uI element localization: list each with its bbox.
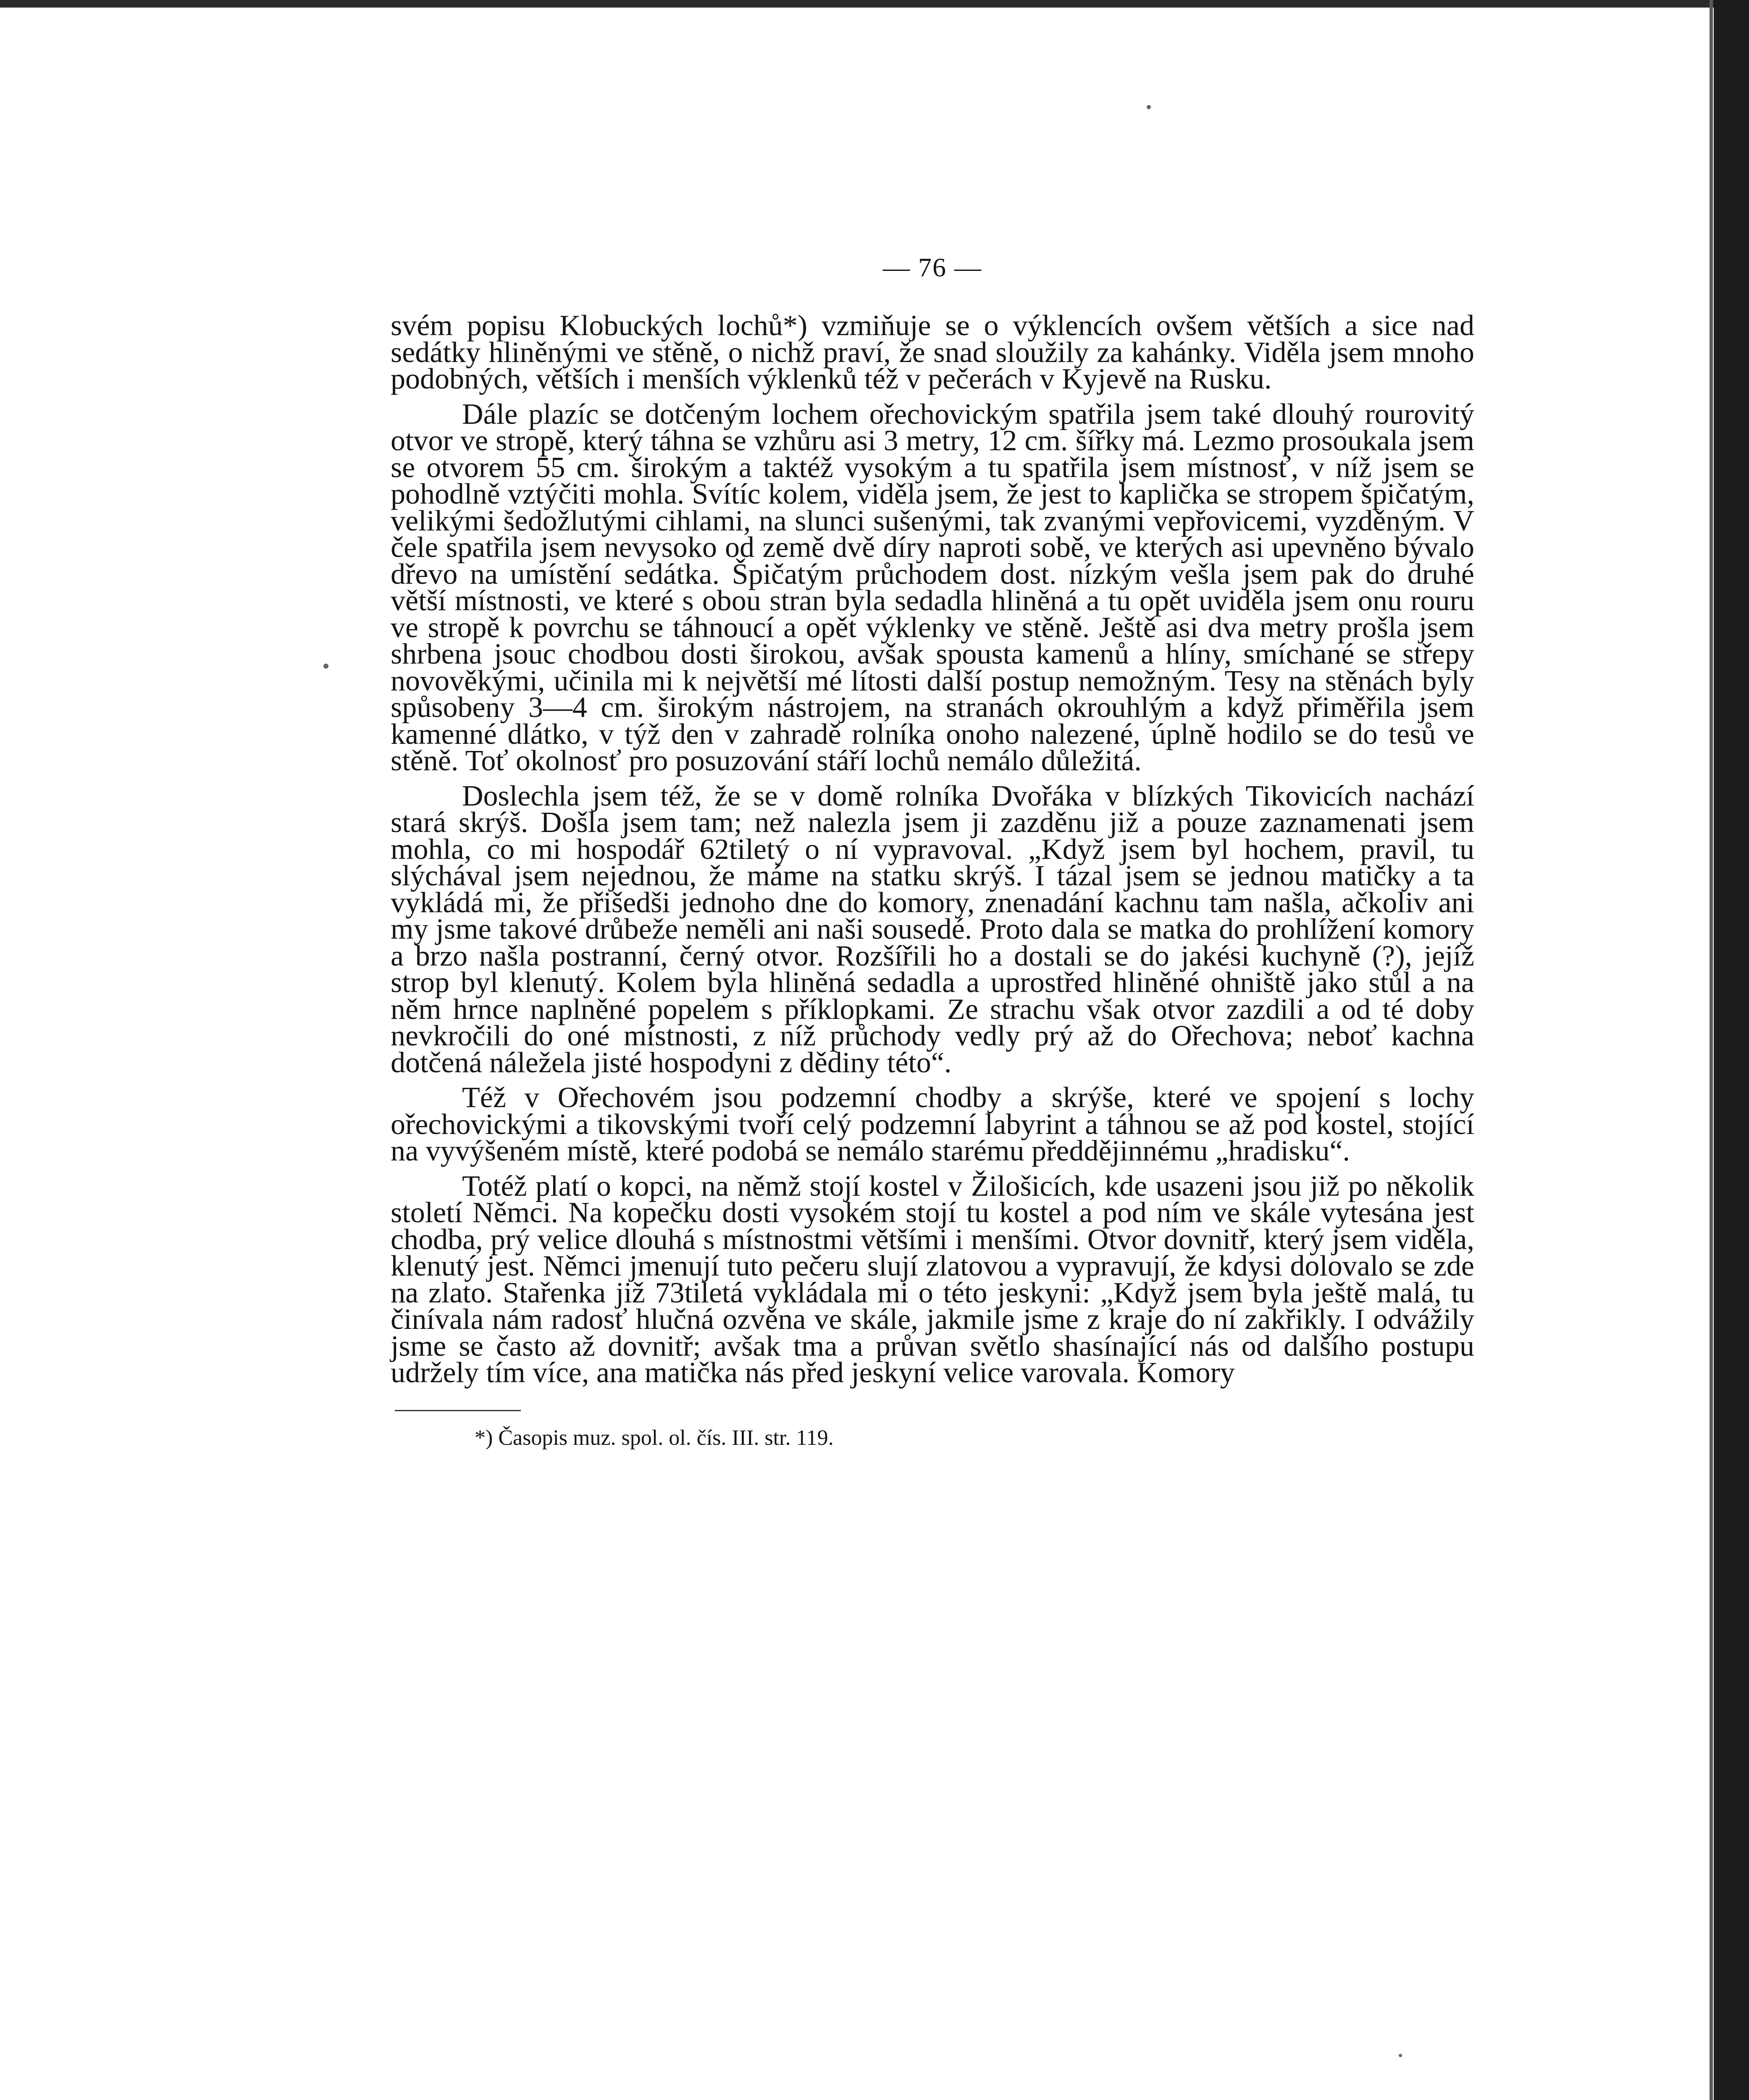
scan-speck [323,664,328,669]
scan-speck [1147,105,1151,109]
paragraph: Doslechla jsem též, že se v domě rolníka Dvořáka v blízkých Tikovicích nachází stará skrýš. Došla jsem tam; než nalezla jsem ji zazděnu již a pouze zaznamenati jsem mohla, co mi hospodář 62tiletý o ní vypravoval. „Když jsem byl hochem, pravil, tu slýchával jsem nejednou, že máme na statku skrýš. I tázal jsem se jednou matičky a ta vykládá mi, že přišedši jednoho dne do komory, znenadání kachnu tam našla, ačkoliv ani my jsme takové drůbeže neměli ani naši sousedé. Proto dala se matka do prohlížení komory a brzo našla postranní, černý otvor. Rozšířili ho a dostali se do jakési kuchyně (?), jejíž strop byl klenutý. Kolem byla hliněná sedadla a uprostřed hliněné ohniště jako stůl a na něm hrnce naplněné popelem s příklopkami. Ze strachu však otvor zazdili a od té doby nevkročili do oné místnosti, z níž průchody vedly prý až do Ořechova; neboť kachna dotčená náležela jisté hospodyni z dědiny této“. [391,780,1474,1079]
scan-edge-right-inner [1710,0,1713,2100]
body-text [391,310,1474,1389]
page-number: — 76 — [883,252,982,282]
scan-edge-top [0,0,1749,8]
footnote-divider [395,1410,521,1411]
paragraph: Dále plazíc se dotčeným lochem ořechovickým spatřila jsem také dlouhý rourovitý otvor ve stropě, který táhna se vzhůru asi 3 metry, 12 cm. šířky má. Lezmo prosoukala jsem se otvorem 55 cm. širokým a taktéž vysokým a tu spatřila jsem místnosť, v níž jsem se pohodlně vztýčiti mohla. Svítíc kolem, viděla jsem, že jest to kaplička se stropem špičatým, velikými šedožlutými cihlami, na slunci sušenými, tak zvanými vepřovicemi, vyzděným. V čele spatřila jsem nevysoko od země dvě díry naproti sobě, ve kterých asi upevněno bývalo dřevo na umístění sedátka. Špičatým průchodem dost. nízkým vešla jsem pak do druhé větší místnosti, ve které s obou stran byla sedadla hliněná a tu opět uviděla jsem onu rouru ve stropě k povrchu se táhnoucí a opět výklenky ve stěně. Ještě asi dva metry prošla jsem shrbena jsouc chodbou dosti širokou, avšak spousta kamenů a hlíny, smíchané se střepy novověkými, učinila mi k největší mé lítosti další postup nemožným. Tesy na stěnách byly spůsobeny 3—4 cm. širokým nástrojem, na stranách okrouhlým a když přiměřila jsem kamenné dlátko, v týž den v zahradě rolníka onoho nalezené, úplně hodilo se do tesů ve stěně. Toť okolnosť pro posuzování stáří lochů nemálo důležitá. [391,398,1474,777]
paragraph: Totéž platí o kopci, na němž stojí kostel v Žilošicích, kde usazeni jsou již po několik století Němci. Na kopečku dosti vysokém stojí tu kostel a pod ním ve skále vytesána jest chodba, prý velice dlouhá s místnostmi většími i menšími. Otvor dovnitř, který jsem viděla, klenutý jest. Němci jmenují tuto pečeru slují zlatovou a vypravují, že kdysi dolovalo se zde na zlato. Stařenka již 73tiletá vykládala mi o této jeskyni: „Když jsem byla ještě malá, tu činívala nám radosť hlučná ozvěna ve skále, jakmile jsme z kraje do ní zakřikly. I odvážily jsme se často až dovnitř; avšak tma a průvan světlo shasínající nás od dalšího postupu udržely tím více, ana matička nás před jeskyní velice varovala. Komory [391,1170,1474,1389]
paragraph: svém popisu Klobuckých lochů*) vzmiňuje se o výklencích ovšem větších a sice nad sedátky hliněnými ve stěně, o nichž praví, že snad sloužily za kahánky. Viděla jsem mnoho podobných, větších i menších výklenků též v pečerách v Kyjevě na Rusku. [391,310,1474,395]
scan-edge-right [1714,0,1749,2100]
paragraph: Též v Ořechovém jsou podzemní chodby a skrýše, které ve spojení s lochy ořechovickými a tikovskými tvoří celý podzemní labyrint a táhnou se až pod kostel, stojící na vyvýšeném místě, které podobá se nemálo starému předdějinnému „hradisku“. [391,1082,1474,1167]
footnote: *) Časopis muz. spol. ol. čís. III. str. 119. [475,1425,834,1450]
document-page [391,252,1474,1451]
scan-speck [1399,2054,1402,2057]
